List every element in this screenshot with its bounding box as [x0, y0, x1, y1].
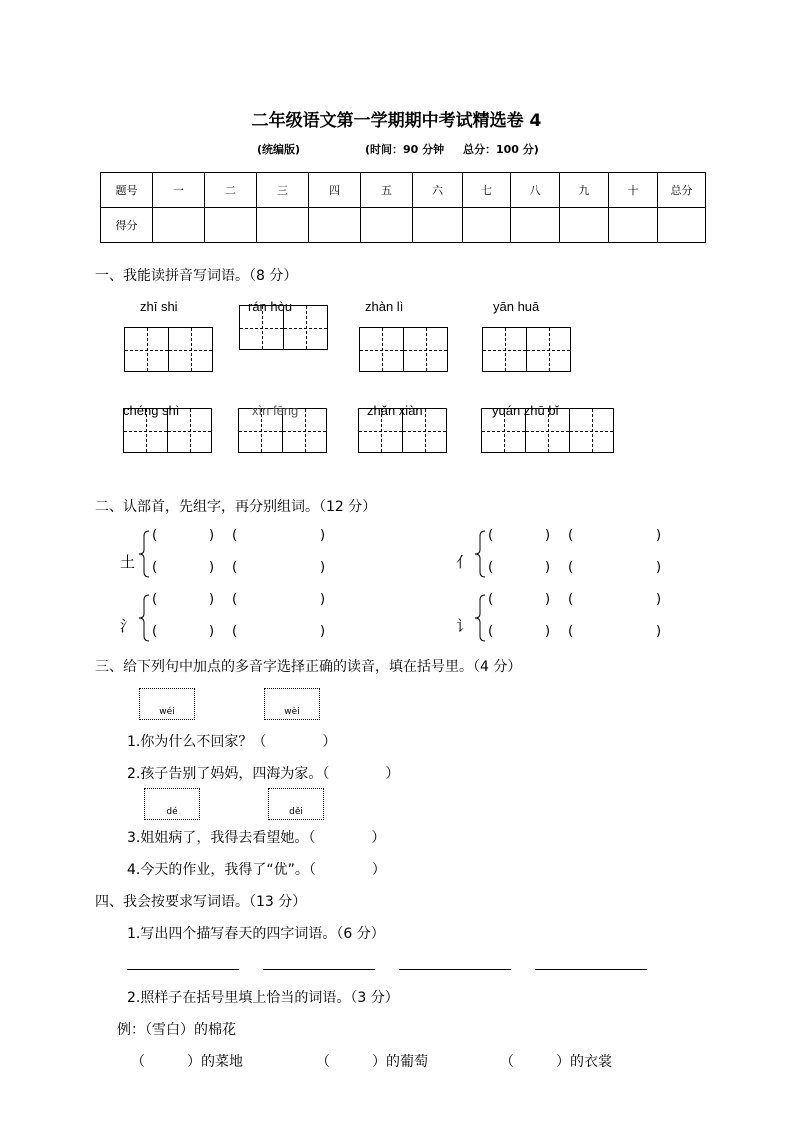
header-cell: 三 [257, 173, 309, 208]
fill-item: （ ）的衣裳 [500, 1054, 612, 1070]
paren: ) [320, 560, 326, 575]
paren: ) [209, 624, 215, 639]
brace-icon [474, 594, 486, 642]
row-label: 得分 [101, 208, 153, 243]
score-table [100, 172, 706, 243]
pinyin: zhàn lì [365, 299, 404, 314]
time: (时间：90 分钟 [365, 143, 445, 156]
answer-line[interactable] [127, 969, 239, 970]
score-cell[interactable] [609, 208, 658, 243]
pinyin: chéng shì [123, 403, 180, 418]
writing-grid[interactable] [124, 327, 213, 372]
total-score: 总分：100 分) [463, 143, 539, 156]
brace-icon [138, 594, 150, 642]
pinyin: zhǎn xiàn [367, 403, 423, 418]
paren: ( [488, 592, 494, 607]
paren: ( [232, 528, 238, 543]
score-cell[interactable] [511, 208, 560, 243]
pinyin: yān huā [493, 299, 540, 314]
paren: ) [656, 592, 662, 607]
edition: (统编版) [257, 143, 301, 156]
paren: ) [209, 592, 215, 607]
radical: 土 [120, 553, 136, 571]
page-title: 二年级语文第一学期期中考试精选卷 4 [251, 111, 542, 131]
paren: ) [209, 560, 215, 575]
paren: ) [545, 592, 551, 607]
table-row [101, 208, 706, 243]
brace-icon [474, 530, 486, 578]
table-row [101, 173, 706, 208]
score-cell[interactable] [309, 208, 361, 243]
paren: ) [545, 624, 551, 639]
header-cell: 五 [361, 173, 413, 208]
paren: ) [320, 592, 326, 607]
paren: ( [568, 624, 574, 639]
paren: ) [545, 528, 551, 543]
pinyin-option: wèi [264, 688, 320, 720]
header-cell: 六 [413, 173, 463, 208]
paren: ( [232, 624, 238, 639]
paren: ( [232, 592, 238, 607]
pinyin-option: děi [268, 788, 324, 820]
section-4-heading: 四、我会按要求写词语。（13 分） [95, 894, 307, 910]
paren: ( [488, 624, 494, 639]
pinyin-option: dé [144, 788, 200, 820]
paren: ) [320, 528, 326, 543]
section-1-heading: 一、我能读拼音写词语。（8 分） [95, 268, 298, 284]
paren: ( [152, 624, 158, 639]
score-cell[interactable] [205, 208, 257, 243]
fill-item: （ ）的葡萄 [316, 1054, 428, 1070]
header-cell: 十 [609, 173, 658, 208]
paren: ( [488, 560, 494, 575]
header-cell: 一 [153, 173, 205, 208]
radical: 亻 [456, 553, 472, 571]
pinyin-option: wéi [139, 688, 195, 720]
paren: ( [568, 560, 574, 575]
question-item: 2.孩子告别了妈妈，四海为家。（ ） [127, 766, 400, 782]
question-item: 1.写出四个描写春天的四字词语。（6 分） [127, 926, 385, 942]
paren: ( [232, 560, 238, 575]
header-cell: 总分 [658, 173, 706, 208]
score-cell[interactable] [153, 208, 205, 243]
score-cell[interactable] [361, 208, 413, 243]
paren: ( [488, 528, 494, 543]
paren: ( [568, 592, 574, 607]
brace-icon [138, 530, 150, 578]
radical: 讠 [456, 617, 472, 635]
paren: ( [152, 592, 158, 607]
question-item: 2.照样子在括号里填上恰当的词语。（3 分） [127, 990, 399, 1006]
header-cell: 七 [463, 173, 511, 208]
answer-line[interactable] [263, 969, 375, 970]
paren: ( [568, 528, 574, 543]
paren: ( [152, 528, 158, 543]
pinyin: xìn fēng [252, 403, 299, 418]
paren: ) [209, 528, 215, 543]
section-3-heading: 三、给下列句中加点的多音字选择正确的读音，填在括号里。（4 分） [95, 659, 522, 675]
paren: ) [545, 560, 551, 575]
writing-grid[interactable] [359, 327, 448, 372]
paren: ) [656, 528, 662, 543]
paren: ) [656, 624, 662, 639]
header-cell: 九 [560, 173, 609, 208]
paren: ) [320, 624, 326, 639]
section-2-heading: 二、认部首，先组字，再分别组词。（12 分） [95, 499, 377, 515]
paren: ( [152, 560, 158, 575]
question-item: 1.你为什么不回家？（ ） [127, 734, 337, 750]
fill-item: （ ）的菜地 [131, 1054, 243, 1070]
question-item: 3.姐姐病了，我得去看望她。（ ） [127, 830, 386, 846]
score-cell[interactable] [560, 208, 609, 243]
score-cell[interactable] [413, 208, 463, 243]
header-cell: 四 [309, 173, 361, 208]
score-cell[interactable] [658, 208, 706, 243]
score-cell[interactable] [463, 208, 511, 243]
writing-grid[interactable] [482, 327, 571, 372]
header-cell: 二 [205, 173, 257, 208]
pinyin: rán hòu [248, 299, 293, 314]
header-cell: 题号 [101, 173, 153, 208]
pinyin: yuán zhū bǐ [492, 403, 559, 418]
answer-line[interactable] [399, 969, 511, 970]
score-cell[interactable] [257, 208, 309, 243]
header-cell: 八 [511, 173, 560, 208]
paren: ) [656, 560, 662, 575]
answer-line[interactable] [535, 969, 647, 970]
question-item: 4.今天的作业，我得了“优”。（ ） [127, 862, 386, 878]
example: 例：（雪白）的棉花 [117, 1022, 236, 1038]
radical: 氵 [120, 617, 136, 635]
pinyin: zhī shi [140, 299, 178, 314]
